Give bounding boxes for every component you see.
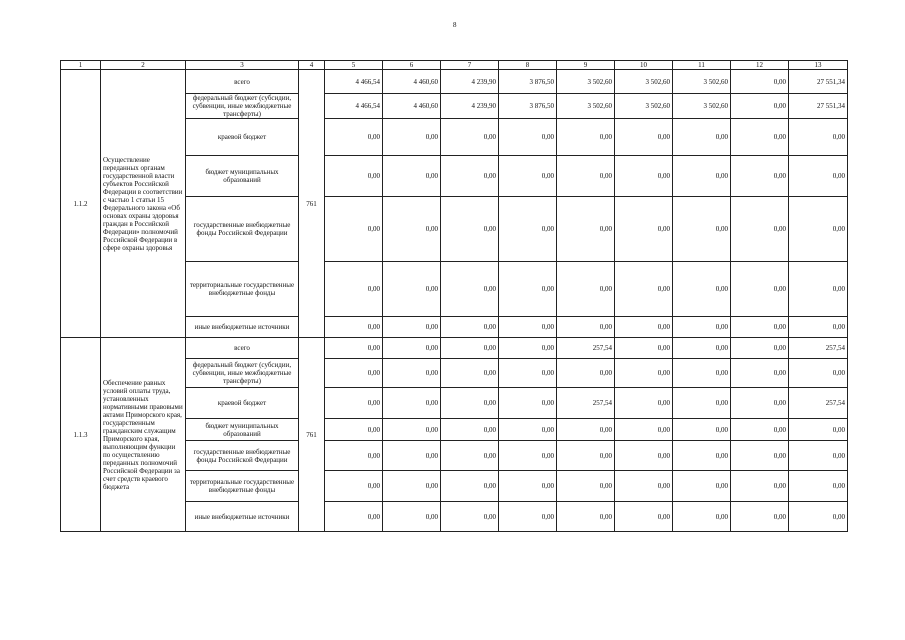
- page-number: 8: [453, 21, 457, 29]
- amount-cell: 0,00: [673, 441, 731, 471]
- amount-cell: 0,00: [441, 359, 499, 388]
- amount-cell: 257,54: [557, 388, 615, 419]
- amount-cell: 0,00: [673, 502, 731, 532]
- funding-source: всего: [186, 338, 299, 359]
- amount-cell: 0,00: [789, 441, 848, 471]
- header-cell: 6: [383, 61, 441, 70]
- amount-cell: 0,00: [557, 156, 615, 197]
- header-row: [61, 61, 848, 70]
- amount-cell: 0,00: [325, 419, 383, 441]
- admin-code: 761: [299, 338, 325, 532]
- amount-cell: 0,00: [789, 502, 848, 532]
- amount-cell: 0,00: [789, 156, 848, 197]
- amount-cell: 0,00: [499, 338, 557, 359]
- amount-cell: 0,00: [731, 502, 789, 532]
- amount-cell: 0,00: [383, 359, 441, 388]
- amount-cell: 0,00: [731, 359, 789, 388]
- amount-cell: 3 876,50: [499, 94, 557, 119]
- amount-cell: 0,00: [441, 197, 499, 262]
- header-cell: 7: [441, 61, 499, 70]
- amount-cell: 0,00: [383, 471, 441, 502]
- amount-cell: 0,00: [615, 419, 673, 441]
- amount-cell: 0,00: [499, 262, 557, 317]
- amount-cell: 0,00: [731, 471, 789, 502]
- amount-cell: 0,00: [441, 419, 499, 441]
- amount-cell: 0,00: [673, 359, 731, 388]
- funding-table: [60, 60, 848, 532]
- funding-source: государственные внебюджетные фонды Российской Федерации: [186, 197, 299, 262]
- amount-cell: 0,00: [557, 419, 615, 441]
- amount-cell: 0,00: [557, 359, 615, 388]
- amount-cell: 0,00: [441, 441, 499, 471]
- amount-cell: 257,54: [789, 388, 848, 419]
- amount-cell: 0,00: [441, 471, 499, 502]
- amount-cell: 0,00: [499, 197, 557, 262]
- amount-cell: 0,00: [325, 388, 383, 419]
- amount-cell: 0,00: [441, 156, 499, 197]
- amount-cell: 0,00: [557, 119, 615, 156]
- amount-cell: 0,00: [615, 156, 673, 197]
- header-cell: 13: [789, 61, 848, 70]
- amount-cell: 0,00: [615, 359, 673, 388]
- funding-source: бюджет муниципальных образований: [186, 156, 299, 197]
- amount-cell: 0,00: [615, 317, 673, 338]
- amount-cell: 0,00: [557, 471, 615, 502]
- amount-cell: 3 502,60: [557, 70, 615, 94]
- amount-cell: 0,00: [383, 317, 441, 338]
- amount-cell: 3 502,60: [673, 94, 731, 119]
- header-cell: 1: [61, 61, 101, 70]
- amount-cell: 0,00: [441, 502, 499, 532]
- amount-cell: 0,00: [789, 359, 848, 388]
- amount-cell: 0,00: [383, 156, 441, 197]
- amount-cell: 0,00: [383, 388, 441, 419]
- amount-cell: 0,00: [673, 419, 731, 441]
- amount-cell: 0,00: [383, 197, 441, 262]
- amount-cell: 0,00: [499, 156, 557, 197]
- admin-code: 761: [299, 70, 325, 338]
- funding-source: всего: [186, 70, 299, 94]
- amount-cell: 0,00: [499, 441, 557, 471]
- header-cell: 2: [101, 61, 186, 70]
- funding-source: краевой бюджет: [186, 119, 299, 156]
- amount-cell: 0,00: [673, 156, 731, 197]
- amount-cell: 0,00: [731, 338, 789, 359]
- amount-cell: 0,00: [325, 317, 383, 338]
- amount-cell: 27 551,34: [789, 70, 848, 94]
- amount-cell: 0,00: [731, 119, 789, 156]
- header-cell: 12: [731, 61, 789, 70]
- amount-cell: 0,00: [383, 338, 441, 359]
- amount-cell: 0,00: [731, 388, 789, 419]
- amount-cell: 0,00: [789, 262, 848, 317]
- amount-cell: 0,00: [557, 441, 615, 471]
- amount-cell: 3 502,60: [673, 70, 731, 94]
- amount-cell: 0,00: [499, 119, 557, 156]
- amount-cell: 0,00: [615, 388, 673, 419]
- amount-cell: 0,00: [499, 471, 557, 502]
- amount-cell: 0,00: [615, 262, 673, 317]
- amount-cell: 0,00: [615, 338, 673, 359]
- amount-cell: 0,00: [499, 419, 557, 441]
- amount-cell: 0,00: [499, 359, 557, 388]
- amount-cell: 27 551,34: [789, 94, 848, 119]
- amount-cell: 4 460,60: [383, 94, 441, 119]
- amount-cell: 0,00: [325, 197, 383, 262]
- amount-cell: 0,00: [325, 262, 383, 317]
- amount-cell: 0,00: [441, 317, 499, 338]
- amount-cell: 0,00: [441, 338, 499, 359]
- header-cell: 4: [299, 61, 325, 70]
- funding-source: федеральный бюджет (субсидии, субвенции, иные межбюджетные трансферты): [186, 94, 299, 119]
- amount-cell: 0,00: [673, 471, 731, 502]
- amount-cell: 0,00: [789, 317, 848, 338]
- amount-cell: 0,00: [789, 419, 848, 441]
- section-description: Обеспечение равных условий оплаты труда, установленных нормативными правовыми актами Приморского края, государственным гражданским служащим Приморского края, выполняющим функции по осуществлению переданных полномочий Российской Федерации за счет средств краевого бюджета: [101, 338, 186, 532]
- section-description: Осуществление переданных органам государственной власти субъектов Российской Федерации в соответствии с частью 1 статьи 15 Федерального закона «Об основах охраны здоровья граждан в Российской Федерации» полномочий Российской Федерации в сфере охраны здоровья: [101, 70, 186, 338]
- amount-cell: 0,00: [383, 262, 441, 317]
- amount-cell: 0,00: [673, 197, 731, 262]
- amount-cell: 0,00: [557, 197, 615, 262]
- amount-cell: 0,00: [731, 156, 789, 197]
- amount-cell: 0,00: [615, 441, 673, 471]
- funding-source: бюджет муниципальных образований: [186, 419, 299, 441]
- amount-cell: 0,00: [789, 471, 848, 502]
- amount-cell: 0,00: [499, 317, 557, 338]
- amount-cell: 4 239,90: [441, 94, 499, 119]
- header-cell: 8: [499, 61, 557, 70]
- amount-cell: 0,00: [383, 502, 441, 532]
- amount-cell: 0,00: [441, 262, 499, 317]
- funding-source: иные внебюджетные источники: [186, 502, 299, 532]
- amount-cell: 0,00: [731, 317, 789, 338]
- amount-cell: 0,00: [789, 197, 848, 262]
- amount-cell: 3 876,50: [499, 70, 557, 94]
- header-cell: 3: [186, 61, 299, 70]
- amount-cell: 257,54: [557, 338, 615, 359]
- amount-cell: 4 460,60: [383, 70, 441, 94]
- amount-cell: 0,00: [499, 502, 557, 532]
- section-code: 1.1.3: [61, 338, 101, 532]
- amount-cell: 0,00: [615, 471, 673, 502]
- amount-cell: 0,00: [499, 388, 557, 419]
- funding-source: территориальные государственные внебюджетные фонды: [186, 471, 299, 502]
- header-cell: 5: [325, 61, 383, 70]
- funding-source: федеральный бюджет (субсидии, субвенции, иные межбюджетные трансферты): [186, 359, 299, 388]
- amount-cell: 0,00: [325, 441, 383, 471]
- funding-source: государственные внебюджетные фонды Российской Федерации: [186, 441, 299, 471]
- amount-cell: 257,54: [789, 338, 848, 359]
- amount-cell: 0,00: [673, 388, 731, 419]
- amount-cell: 3 502,60: [615, 94, 673, 119]
- amount-cell: 0,00: [325, 471, 383, 502]
- amount-cell: 0,00: [441, 388, 499, 419]
- amount-cell: 0,00: [441, 119, 499, 156]
- amount-cell: 3 502,60: [615, 70, 673, 94]
- header-cell: 10: [615, 61, 673, 70]
- section-code: 1.1.2: [61, 70, 101, 338]
- amount-cell: 0,00: [325, 338, 383, 359]
- amount-cell: 0,00: [615, 197, 673, 262]
- amount-cell: 0,00: [325, 359, 383, 388]
- amount-cell: 0,00: [789, 119, 848, 156]
- header-cell: 11: [673, 61, 731, 70]
- amount-cell: 4 466,54: [325, 94, 383, 119]
- amount-cell: 0,00: [325, 502, 383, 532]
- amount-cell: 4 239,90: [441, 70, 499, 94]
- table-row: [61, 70, 848, 94]
- header-cell: 9: [557, 61, 615, 70]
- amount-cell: 0,00: [557, 317, 615, 338]
- amount-cell: 0,00: [325, 156, 383, 197]
- funding-source: территориальные государственные внебюджетные фонды: [186, 262, 299, 317]
- amount-cell: 0,00: [383, 441, 441, 471]
- table-row: [61, 338, 848, 359]
- amount-cell: 0,00: [673, 338, 731, 359]
- amount-cell: 0,00: [383, 119, 441, 156]
- amount-cell: 0,00: [325, 119, 383, 156]
- amount-cell: 0,00: [673, 317, 731, 338]
- amount-cell: 0,00: [731, 94, 789, 119]
- amount-cell: 0,00: [673, 119, 731, 156]
- amount-cell: 0,00: [731, 197, 789, 262]
- amount-cell: 0,00: [731, 419, 789, 441]
- amount-cell: 4 466,54: [325, 70, 383, 94]
- amount-cell: 0,00: [557, 502, 615, 532]
- amount-cell: 3 502,60: [557, 94, 615, 119]
- amount-cell: 0,00: [383, 419, 441, 441]
- amount-cell: 0,00: [673, 262, 731, 317]
- amount-cell: 0,00: [615, 119, 673, 156]
- amount-cell: 0,00: [731, 70, 789, 94]
- amount-cell: 0,00: [557, 262, 615, 317]
- funding-source: краевой бюджет: [186, 388, 299, 419]
- amount-cell: 0,00: [731, 441, 789, 471]
- amount-cell: 0,00: [731, 262, 789, 317]
- amount-cell: 0,00: [615, 502, 673, 532]
- funding-source: иные внебюджетные источники: [186, 317, 299, 338]
